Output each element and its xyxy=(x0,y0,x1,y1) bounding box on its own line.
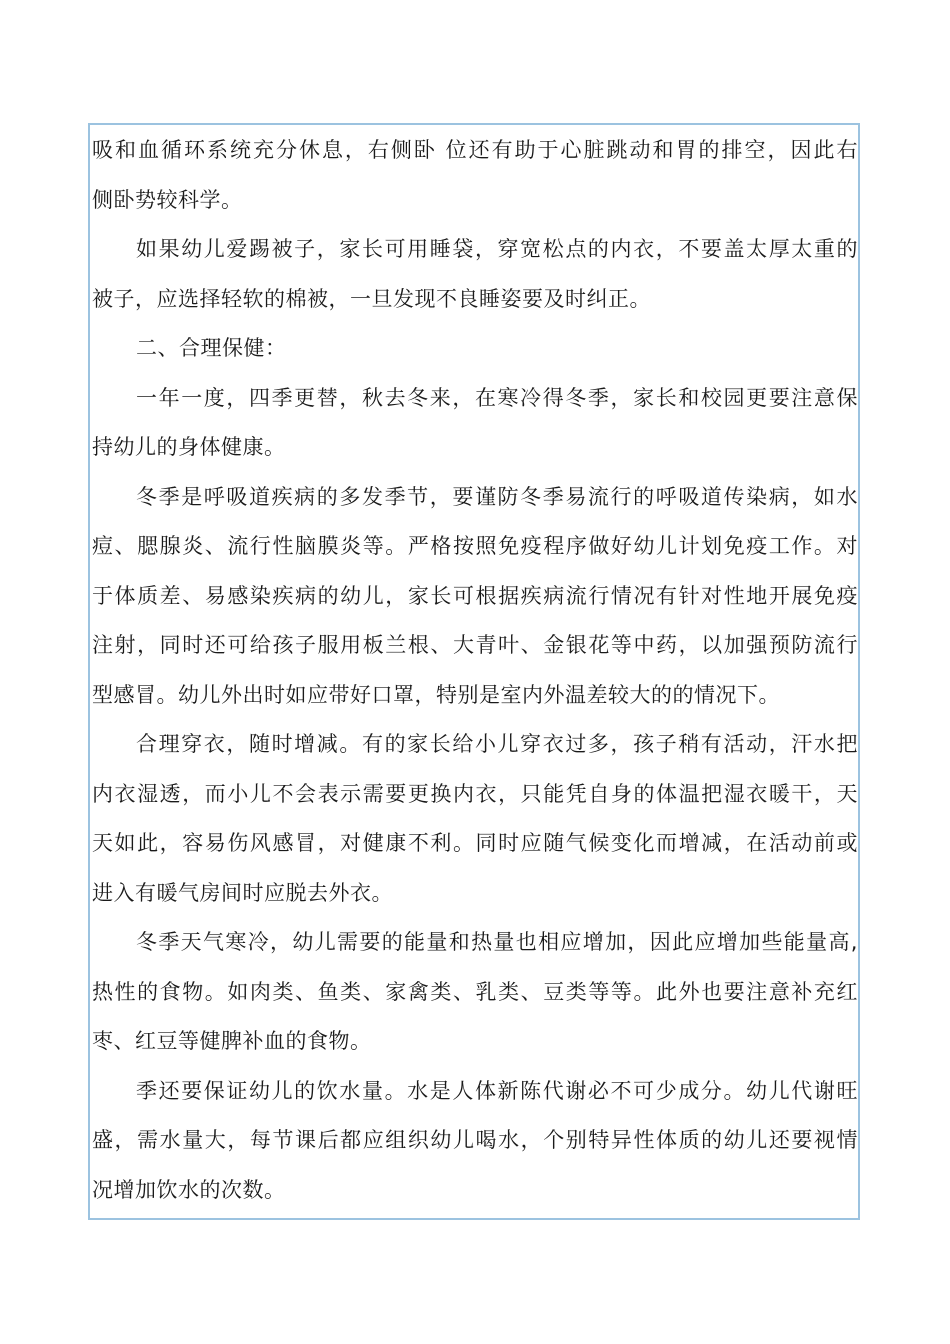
text-line: 痘、腮腺炎、流行性脑膜炎等。严格按照免疫程序做好幼儿计划免疫工作。对 xyxy=(92,534,858,558)
text-line: 进入有暖气房间时应脱去外衣。 xyxy=(92,880,393,905)
paragraph-first-line: 冬季是呼吸道疾病的多发季节，要谨防冬季易流行的呼吸道传染病，如水 xyxy=(136,484,858,509)
text-line: 天如此，容易伤风感冒，对健康不利。同时应随气候变化而增减，在活动前或 xyxy=(92,831,858,855)
section-heading: 二、合理保健： xyxy=(136,336,287,360)
text-line: 于体质差、易感染疾病的幼儿，家长可根据疾病流行情况有针对性地开展免疫 xyxy=(92,583,858,608)
text-line: 持幼儿的身体健康。 xyxy=(92,435,286,459)
paragraph-first-line: 合理穿衣，随时增减。有的家长给小儿穿衣过多，孩子稍有活动，汗水把 xyxy=(136,732,858,756)
text-line: 盛，需水量大，每节课后都应组织幼儿喝水，个别特异性体质的幼儿还要视情 xyxy=(92,1128,858,1152)
text-line: 型感冒。幼儿外出时如应带好口罩，特别是室内外温差较大的的情况下。 xyxy=(92,682,780,707)
paragraph-first-line: 季还要保证幼儿的饮水量。水是人体新陈代谢必不可少成分。幼儿代谢旺 xyxy=(136,1078,858,1103)
paragraph-first-line: 冬季天气寒冷，幼儿需要的能量和热量也相应增加，因此应增加些能量高, xyxy=(136,930,858,954)
text-line: 侧卧势较科学。 xyxy=(92,187,243,212)
text-line: 热性的食物。如肉类、鱼类、家禽类、乳类、豆类等等。此外也要注意补充红 xyxy=(92,979,858,1004)
paragraph-first-line: 一年一度，四季更替，秋去冬来，在寒冷得冬季，家长和校园更要注意保 xyxy=(136,385,858,410)
text-line: 内衣湿透，而小儿不会表示需要更换内衣，只能凭自身的体温把湿衣暖干，天 xyxy=(92,781,858,806)
text-line: 吸和血循环系统充分休息，右侧卧 位还有助于心脏跳动和胃的排空，因此右 xyxy=(92,138,858,162)
paragraph-first-line: 如果幼儿爱踢被子，家长可用睡袋，穿宽松点的内衣，不要盖太厚太重的 xyxy=(136,237,858,261)
text-line: 注射，同时还可给孩子服用板兰根、大青叶、金银花等中药，以加强预防流行 xyxy=(92,633,858,657)
text-line: 枣、红豆等健脾补血的食物。 xyxy=(92,1029,372,1053)
text-line: 被子，应选择轻软的棉被，一旦发现不良睡姿要及时纠正。 xyxy=(92,286,651,311)
text-line: 况增加饮水的次数。 xyxy=(92,1177,286,1202)
document-body xyxy=(92,132,858,1221)
